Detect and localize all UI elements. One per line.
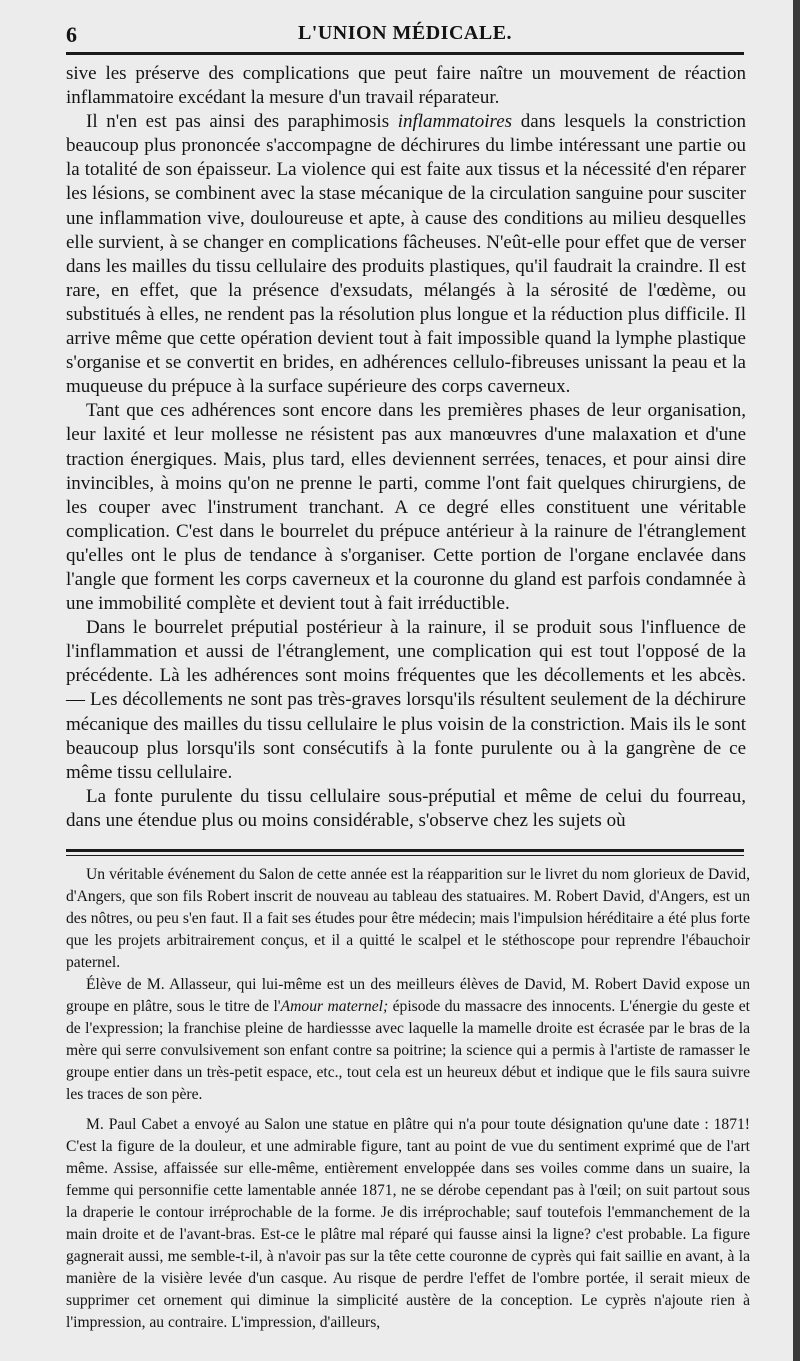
- article-paragraph: Dans le bourrelet préputial postérieur à la rainure, il se produit sous l'influence de l'inflammation et aussi de l'étranglement, une complication qui est tout l'opposé de la précédente. Là les adhérences sont moins fréquentes que les décollements et les abcès. — Les décollements ne sont pas très-graves lorsqu'ils résultent seulement de la déchirure mécanique des mailles du tissu cellulaire le plus voisin de la constriction. Mais ils le sont beaucoup plus lorsqu'ils sont consécutifs à la fonte purulente ou à la gangrène de ce même tissu cellulaire.: [66, 617, 746, 783]
- article-paragraph: Tant que ces adhérences sont encore dans les premières phases de leur organisation, leur laxité et leur mollesse ne résistent pas aux manœuvres d'une malaxation et d'une traction énergiques. Mais, plus tard, elles deviennent serrées, tenaces, et pour ainsi dire invincibles, à moins qu'on ne prenne le parti, comme l'ont fait quelques chirurgiens, de les couper avec l'instrument tranchant. A ce degré elles constituent une véritable complication. C'est dans le bourrelet du prépuce antérieur à la rainure de l'étranglement qu'elles ont le plus de tendance à s'organiser. Cette portion de l'organe enclavée dans l'angle que forment les corps caverneux et la couronne du gland est parfois condamnée à une immobilité complète et devient tout à fait irréductible.: [66, 400, 746, 615]
- article-text: Il n'en est pas ainsi des paraphimosis: [86, 111, 398, 133]
- feuilleton-section: [66, 864, 750, 1334]
- article-paragraph: [66, 110, 746, 399]
- article-italic-term: inflammatoires: [397, 111, 513, 133]
- article-text: dans lesquels la constriction beaucoup plus prononcée s'accompagne de déchirures du limbe intéressant une partie ou la totalité de son épaisseur. La violence qui est faite aux tissus et la nécessité d'en réparer les lésions, se combinent avec la stase mécanique de la circulation sanguine pour susciter une inflammation vive, douloureuse et apte, à cause des conditions au milieu desquelles elle survient, à se changer en complications fâcheuses. N'eût-elle pour effet que de verser dans les mailles du tissu cellulaire des produits plastiques, qu'il faudrait la craindre. Il est rare, en effet, que la présence d'exsudats, mélangés à la sérosité de l'œdème, ou substitués à elles, ne rendent pas la résolution plus longue et la réduction plus difficile. Il arrive même que cette opération devient tout à fait impossible quand la lymphe plastique s'organise et se convertit en brides, en adhérences cellulo-fibreuses unissant la peau et la muqueuse du prépuce à la surface supérieure des corps caverneux.: [66, 111, 746, 398]
- header-rule: [66, 52, 744, 55]
- article-body: [66, 62, 746, 833]
- page-header: [66, 22, 744, 46]
- article-paragraph: La fonte purulente du tissu cellulaire sous-préputial et même de celui du fourreau, dans une étendue plus ou moins considérable, s'observe chez les sujets où: [66, 785, 746, 831]
- feuilleton-paragraph: Un véritable événement du Salon de cette année est la réapparition sur le livret du nom glorieux de David, d'Angers, que son fils Robert inscrit de nouveau au tableau des statuaires. M. Robert David, d'Angers, est un des nôtres, ou peu s'en faut. Il a fait ses études pour être médecin; mais l'impulsion héréditaire a été plus forte que les projets arbitrairement conçus, et il a quitté le scalpel et le stéthoscope pour reprendre l'ébauchoir paternel.: [66, 866, 750, 971]
- running-title: L'UNION MÉDICALE.: [297, 22, 513, 44]
- page-edge-shadow: [793, 0, 800, 1361]
- feuilleton-paragraph: M. Paul Cabet a envoyé au Salon une statue en plâtre qui n'a pour toute désignation qu'une date : 1871! C'est la figure de la douleur, et une admirable figure, tant au point de vue du sentiment exprimé que de l'art même. Assise, affaissée sur elle-même, entièrement enveloppée dans ses voiles comme dans un suaire, la femme qui personnifie cette lamentable année 1871, ne se dérobe cependant pas à l'œil; on suit partout sous la draperie le contour irréprochable de la forme. Je dis irréprochable; sauf toutefois l'emmanchement de la main droite et de l'avant-bras. Est-ce le plâtre mal réparé qui fausse ainsi la ligne? c'est probable. La figure gagnerait aussi, me semble-t-il, à n'avoir pas sur la tête cette couronne de cyprès qui fait saillie en avant, à la manière de la visière levée d'un casque. Au risque de perdre l'effet de l'ombre portée, il serait mieux de supprimer cet ornement qui diminue la simplicité austère de la conception. Le cyprès n'ajoute rien à l'impression, au contraire. L'impression, d'ailleurs,: [66, 1116, 750, 1331]
- feuilleton-text: Élève de M. Allasseur, qui lui-même est un des meilleurs élèves de David, M. Robert David expose un groupe en plâtre, sous le titre de l': [66, 976, 750, 1015]
- feuilleton-separator-rule: [66, 849, 744, 856]
- feuilleton-text: épisode du massacre des innocents. L'énergie du geste et de l'expression; la franchise pleine de hardiessse avec laquelle la mamelle droite est écrasée par le bras de la mère qui serre convulsivement son enfant contre sa poitrine; la science qui a permis à l'artiste de ramasser le groupe entier dans un très-petit espace, etc., tout cela est un heureux début et indique que le fils saura suivre les traces de son père.: [66, 998, 750, 1103]
- page-number: 6: [66, 22, 77, 47]
- feuilleton-paragraph: [66, 974, 750, 1106]
- article-paragraph: sive les préserve des complications que peut faire naître un mouvement de réaction inflammatoire excédant la mesure d'un travail réparateur.: [66, 63, 746, 109]
- feuilleton-italic-title: Amour maternel;: [280, 998, 389, 1015]
